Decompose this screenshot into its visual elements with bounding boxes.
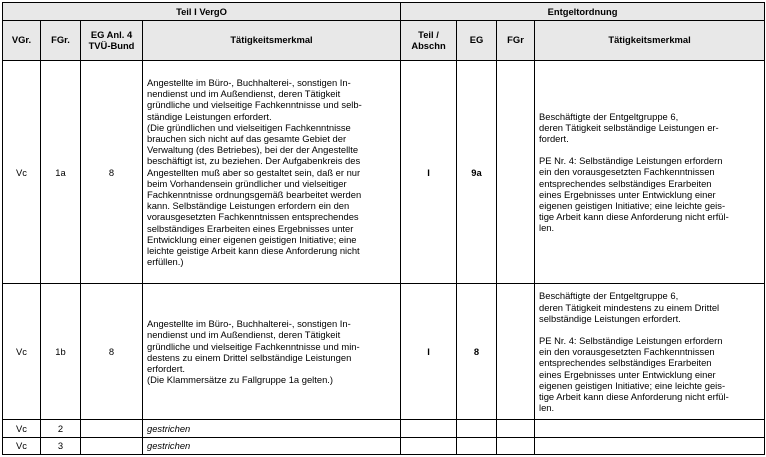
header-vgr: VGr.	[3, 21, 41, 61]
cell-eg-anl: 8	[81, 284, 143, 420]
group-entgeltordnung: Entgeltordnung	[401, 3, 765, 21]
header-eg-anl	[81, 21, 143, 61]
merkmal-left-text: gestrichen	[147, 422, 191, 434]
table-row	[3, 420, 765, 437]
cell-eg	[457, 420, 497, 437]
cell-eg-anl	[81, 420, 143, 437]
cell-eg	[457, 437, 497, 454]
cell-fgr-right	[497, 284, 535, 420]
table-row	[3, 60, 765, 283]
merkmal-left-text: Angestellte im Büro-, Buchhalterei-, sonstigen In- nendienst und im Außendienst, deren Tätigkeit gründliche und vielseitige Fachkenntnisse und min- destens zu einem Drittel selbständige Leistungen erfordert. (Die Klammersätze zu Fallgruppe 1a gelten.)	[147, 318, 360, 386]
header-fgr: FGr.	[41, 21, 81, 61]
cell-merkmal-left	[143, 60, 401, 283]
cell-fgr: 3	[41, 437, 81, 454]
merkmal-right-text: Beschäftigte der Entgeltgruppe 6, deren Tätigkeit mindestens zu einem Drittel selbständige Leistungen erfordert.	[539, 290, 720, 324]
merkmal-right-note: PE Nr. 4: Selbständige Leistungen erfordern ein den vorausgesetzten Fachkenntnissen entsprechendes selbständiges Erarbeiten eines Ergebnisses unter Entwicklung einer eigenen geistigen Initiative; eine leichte geis- tige Arbeit kann diese Anforderung nicht erfül- len.	[539, 155, 729, 234]
merkmal-right-text: Beschäftigte der Entgeltgruppe 6, deren Tätigkeit selbständige Leistungen er- fordert.	[539, 110, 719, 144]
header-merkmal-left: Tätigkeitsmerkmal	[143, 21, 401, 61]
cell-eg-anl: 8	[81, 60, 143, 283]
cell-fgr: 2	[41, 420, 81, 437]
cell-merkmal-left	[143, 284, 401, 420]
cell-teil: I	[401, 60, 457, 283]
cell-merkmal-right	[535, 60, 765, 283]
header-eg: EG	[457, 21, 497, 61]
column-header-row	[3, 21, 765, 61]
header-teil-label: Teil / Abschn	[411, 29, 446, 51]
merkmal-left-text: Angestellte im Büro-, Buchhalterei-, sonstigen In- nendienst und im Außendienst, deren Tätigkeit gründliche und vielseitige Fachkenntnisse und selb- ständige Leistungen erfordert. (Die gründlichen und vielseitigen Fachkenntnisse brauchen sich nicht auf das gesamte Gebiet der Verwaltung (des Betriebes), bei der der Angestellte beschäftigt ist, zu beziehen. Der Aufgabenkreis des Angestellten muß aber so gestaltet sein, daß er nur beim Vorhandensein gründlicher und vielseitiger Fachkenntnisse ordnungsgemäß bearbeitet werden kann. Selbständige Leistungen erfordern ein den vorausgesetzten Fachkenntnissen entsprechendes selbständiges Erarbeiten eines Ergebnisses unter Entwicklung einer eigenen geistigen Initiative; eine leichte geistige Arbeit kann diese Anforderung nicht erfüllen.)	[147, 76, 362, 268]
merkmal-right-note: PE Nr. 4: Selbständige Leistungen erfordern ein den vorausgesetzten Fachkenntnissen entsprechendes selbständiges Erarbeiten eines Ergebnisses unter Entwicklung einer eigenen geistigen Initiative; eine leichte geis- tige Arbeit kann diese Anforderung nicht erfül- len.	[539, 334, 729, 414]
cell-fgr: 1a	[41, 60, 81, 283]
cell-eg-anl	[81, 437, 143, 454]
paragraph-gap	[539, 144, 760, 155]
header-eg-anl-label: EG Anl. 4 TVÜ-Bund	[88, 29, 135, 51]
cell-merkmal-left	[143, 420, 401, 437]
cell-teil	[401, 420, 457, 437]
group-header-row	[3, 3, 765, 21]
cell-vgr: Vc	[3, 284, 41, 420]
cell-merkmal-right	[535, 284, 765, 420]
cell-teil	[401, 437, 457, 454]
cell-teil: I	[401, 284, 457, 420]
header-fgr-right: FGr	[497, 21, 535, 61]
table-row	[3, 437, 765, 454]
cell-merkmal-left	[143, 437, 401, 454]
cell-fgr: 1b	[41, 284, 81, 420]
cell-merkmal-right	[535, 437, 765, 454]
cell-merkmal-right	[535, 420, 765, 437]
cell-fgr-right	[497, 437, 535, 454]
merkmal-left-text: gestrichen	[147, 440, 191, 452]
paragraph-gap	[539, 324, 760, 335]
group-teil-i-vergo: Teil I VergO	[3, 3, 401, 21]
cell-vgr: Vc	[3, 60, 41, 283]
cell-vgr: Vc	[3, 437, 41, 454]
classification-table	[2, 2, 765, 455]
cell-fgr-right	[497, 60, 535, 283]
header-merkmal-right: Tätigkeitsmerkmal	[535, 21, 765, 61]
cell-eg: 9a	[457, 60, 497, 283]
header-teil	[401, 21, 457, 61]
cell-vgr: Vc	[3, 420, 41, 437]
table-row	[3, 284, 765, 420]
cell-fgr-right	[497, 420, 535, 437]
cell-eg: 8	[457, 284, 497, 420]
